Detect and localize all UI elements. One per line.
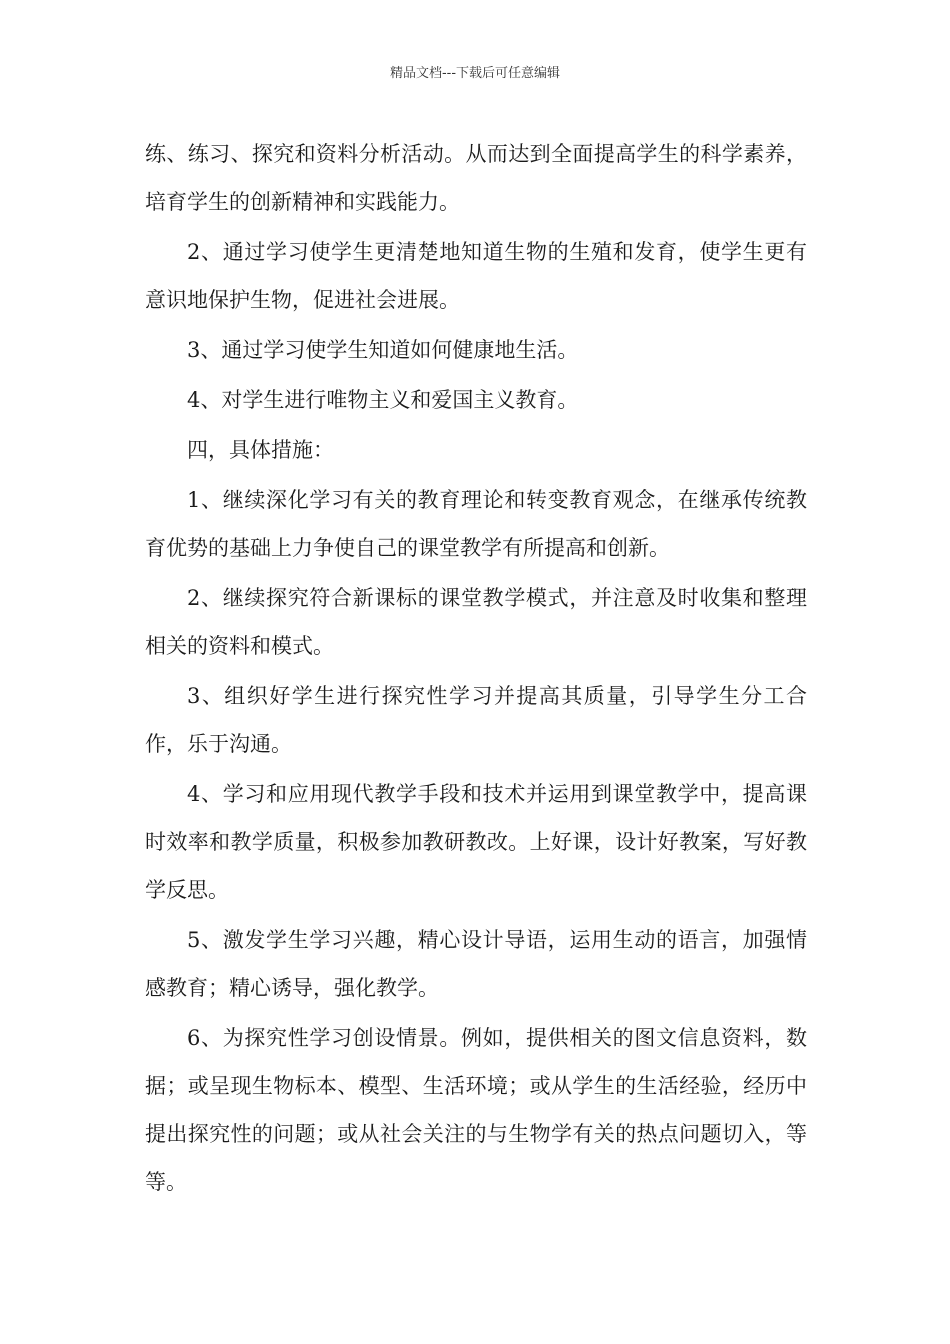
document-body <box>145 130 807 1208</box>
section-heading-measures: 四，具体措施： <box>187 438 334 462</box>
page-header: 精品文档---下载后可任意编辑 <box>389 66 561 81</box>
paragraph-11: 6、为探究性学习创设情景。例如，提供相关的图文信息资料，数据；或呈现生物标本、模型、生活环境；或从学生的生活经验，经历中提出探究性的问题；或从社会关注的与生物学有关的热点问题切入，等等。 <box>145 1026 807 1194</box>
paragraph-9: 4、学习和应用现代教学手段和技术并运用到课堂教学中，提高课时效率和教学质量，积极参加教研教改。上好课，设计好教案，写好教学反思。 <box>145 782 807 902</box>
paragraph-1: 练、练习、探究和资料分析活动。从而达到全面提高学生的科学素养，培育学生的创新精神和实践能力。 <box>145 142 807 214</box>
paragraph-10: 5、激发学生学习兴趣，精心设计导语，运用生动的语言，加强情感教育；精心诱导，强化教学。 <box>145 928 807 1000</box>
paragraph-2: 2、通过学习使学生更清楚地知道生物的生殖和发育，使学生更有意识地保护生物，促进社会进展。 <box>145 240 807 312</box>
paragraph-3: 3、通过学习使学生知道如何健康地生活。 <box>187 338 579 362</box>
paragraph-7: 2、继续探究符合新课标的课堂教学模式，并注意及时收集和整理相关的资料和模式。 <box>145 586 807 658</box>
paragraph-8: 3、组织好学生进行探究性学习并提高其质量，引导学生分工合作，乐于沟通。 <box>145 684 807 756</box>
paragraph-6: 1、继续深化学习有关的教育理论和转变教育观念，在继承传统教育优势的基础上力争使自己的课堂教学有所提高和创新。 <box>145 488 807 560</box>
paragraph-4: 4、对学生进行唯物主义和爱国主义教育。 <box>187 388 579 412</box>
